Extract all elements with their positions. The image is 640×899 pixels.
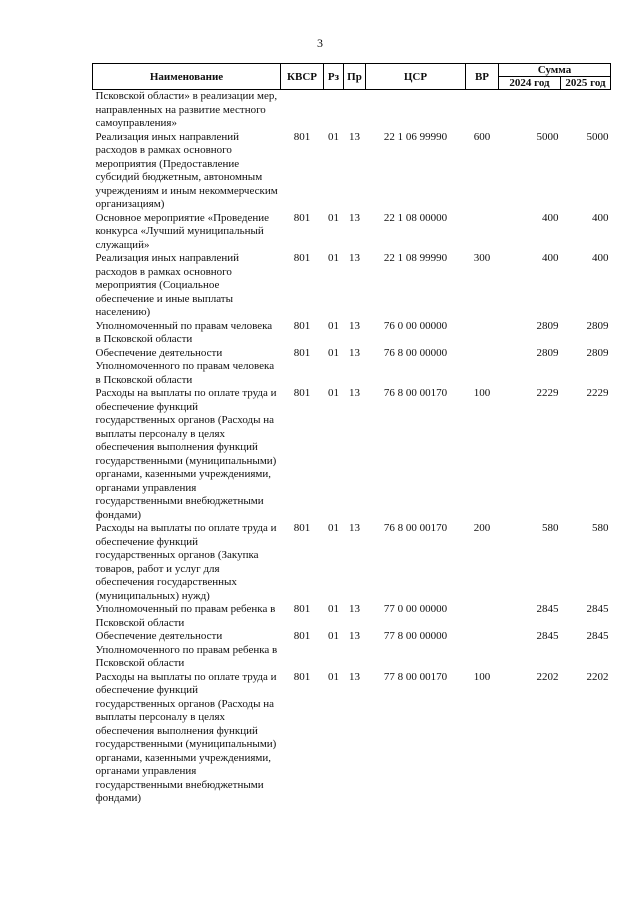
table-row xyxy=(93,320,611,347)
row-rz-cell: 01 xyxy=(328,387,339,399)
row-name-cell: Обеспечение деятельности Уполномоченного по правам человека в Псковской области xyxy=(95,346,275,386)
row-pr-cell: 13 xyxy=(349,130,360,143)
header-pr: Пр xyxy=(344,64,366,90)
row-vr-cell: 100 xyxy=(473,387,491,399)
row-name-cell: Уполномоченный по правам человека в Псковской области xyxy=(95,319,273,345)
row-pr-cell: 13 xyxy=(349,252,360,264)
row-pr-cell: 13 xyxy=(349,670,360,683)
row-rz-cell: 01 xyxy=(328,319,339,332)
row-sum-2025-cell: 2809 xyxy=(586,346,609,359)
table-row xyxy=(93,131,611,212)
header-rz: Рз xyxy=(324,64,344,90)
row-pr-cell: 13 xyxy=(349,603,360,615)
table-row xyxy=(93,630,611,671)
row-kvsr-cell: 801 xyxy=(293,252,311,264)
row-pr-cell xyxy=(344,90,366,131)
row-sum-2024-cell: 400 xyxy=(542,211,559,224)
row-kvsr-cell: 801 xyxy=(293,670,311,683)
row-sum-2024-cell xyxy=(499,90,561,131)
row-vr-cell: 100 xyxy=(473,670,491,683)
row-name-cell: Реализация иных направлений расходов в рамках основного мероприятия (Предоставление субсидий бюджетным, автономным учреждениям и иным некоммерческим организациям) xyxy=(95,130,278,210)
row-sum-2024-cell: 2845 xyxy=(536,603,559,615)
header-kvsr: КВСР xyxy=(281,64,324,90)
row-kvsr-cell: 801 xyxy=(293,387,311,399)
header-sum: Сумма xyxy=(499,64,611,77)
row-name-cell: Реализация иных направлений расходов в рамках основного мероприятия (Социальное обеспечение и иные выплаты населению) xyxy=(95,252,240,318)
row-csr-cell: 22 1 08 00000 xyxy=(383,211,448,224)
table-row xyxy=(93,671,611,806)
row-pr-cell: 13 xyxy=(349,211,360,224)
row-csr-cell: 77 0 00 00000 xyxy=(383,603,448,615)
row-sum-2024-cell: 2809 xyxy=(536,319,559,332)
row-kvsr-cell: 801 xyxy=(293,603,311,615)
table-header xyxy=(93,64,611,90)
row-name-cell: Уполномоченный по правам ребенка в Псковской области xyxy=(95,603,276,629)
row-rz-cell: 01 xyxy=(328,211,339,224)
row-vr-cell xyxy=(466,320,499,347)
row-name-cell: Расходы на выплаты по оплате труда и обеспечение функций государственных органов (Закупка товаров, работ и услуг для обеспечения государственных (муниципальных) нужд) xyxy=(95,522,277,602)
row-sum-2025-cell xyxy=(561,90,611,131)
row-csr-cell: 77 8 00 00170 xyxy=(383,670,448,683)
row-rz-cell: 01 xyxy=(328,252,339,264)
row-vr-cell xyxy=(466,347,499,388)
row-kvsr-cell xyxy=(281,90,324,131)
row-sum-2024-cell: 2202 xyxy=(536,670,559,683)
row-name-cell: Расходы на выплаты по оплате труда и обеспечение функций государственных органов (Расходы на выплаты персоналу в целях обеспечения выполнения функций государственными (муниципальными) органами, казенными учреждениями, органами управления государственными внебюджетными фондами) xyxy=(95,387,277,521)
budget-table-container xyxy=(92,63,610,806)
row-csr-cell: 22 1 08 99990 xyxy=(383,252,448,264)
row-rz-cell: 01 xyxy=(328,346,339,359)
row-kvsr-cell: 801 xyxy=(293,522,311,534)
row-pr-cell: 13 xyxy=(349,319,360,332)
row-csr-cell: 22 1 06 99990 xyxy=(383,130,448,143)
row-sum-2025-cell: 2845 xyxy=(586,630,609,642)
header-csr: ЦСР xyxy=(366,64,466,90)
row-sum-2025-cell: 2845 xyxy=(586,603,609,615)
row-vr-cell xyxy=(466,212,499,253)
row-kvsr-cell: 801 xyxy=(293,130,311,143)
row-pr-cell: 13 xyxy=(349,387,360,399)
row-sum-2025-cell: 580 xyxy=(592,522,609,534)
header-year-2025: 2025 год xyxy=(561,77,611,90)
table-row xyxy=(93,522,611,603)
row-csr-cell: 76 8 00 00170 xyxy=(383,387,448,399)
row-sum-2024-cell: 5000 xyxy=(536,130,559,143)
row-kvsr-cell: 801 xyxy=(293,630,311,642)
row-csr-cell xyxy=(366,90,466,131)
row-sum-2025-cell: 400 xyxy=(592,211,609,224)
row-vr-cell xyxy=(466,90,499,131)
row-kvsr-cell: 801 xyxy=(293,346,311,359)
row-csr-cell: 76 0 00 00000 xyxy=(383,319,448,332)
row-vr-cell: 300 xyxy=(473,252,491,264)
row-sum-2024-cell: 400 xyxy=(542,252,559,264)
row-rz-cell: 01 xyxy=(328,670,339,683)
row-name-cell: Обеспечение деятельности Уполномоченного по правам ребенка в Псковской области xyxy=(95,630,278,669)
row-vr-cell xyxy=(466,603,499,630)
row-rz-cell: 01 xyxy=(328,522,339,534)
row-vr-cell: 600 xyxy=(473,130,491,143)
page-number: 3 xyxy=(317,36,323,50)
row-kvsr-cell: 801 xyxy=(293,319,311,332)
row-rz-cell: 01 xyxy=(328,603,339,615)
header-name: Наименование xyxy=(93,64,281,90)
row-name-cell: Расходы на выплаты по оплате труда и обеспечение функций государственных органов (Расходы на выплаты персоналу в целях обеспечения выполнения функций государственными (муниципальными) органами, казенными учреждениями, органами управления государственными внебюджетными фондами) xyxy=(95,670,277,804)
row-kvsr-cell: 801 xyxy=(293,211,311,224)
table-row xyxy=(93,387,611,522)
row-rz-cell: 01 xyxy=(328,630,339,642)
header-vr: ВР xyxy=(466,64,499,90)
table-row xyxy=(93,90,611,131)
row-sum-2024-cell: 2229 xyxy=(536,387,559,399)
row-sum-2025-cell: 5000 xyxy=(586,130,609,143)
row-pr-cell: 13 xyxy=(349,630,360,642)
budget-table xyxy=(92,63,611,806)
row-vr-cell xyxy=(466,630,499,671)
row-vr-cell: 200 xyxy=(473,522,491,534)
row-sum-2025-cell: 2202 xyxy=(586,670,609,683)
row-rz-cell xyxy=(324,90,344,131)
row-sum-2025-cell: 2809 xyxy=(586,319,609,332)
row-pr-cell: 13 xyxy=(349,346,360,359)
row-name-cell: Псковской области» в реализации мер, направленных на развитие местного самоуправления» xyxy=(95,90,278,129)
row-name-cell: Основное мероприятие «Проведение конкурса «Лучший муниципальный служащий» xyxy=(95,211,270,251)
table-row xyxy=(93,603,611,630)
row-pr-cell: 13 xyxy=(349,522,360,534)
row-sum-2024-cell: 2809 xyxy=(536,346,559,359)
row-sum-2024-cell: 580 xyxy=(542,522,559,534)
header-year-2024: 2024 год xyxy=(499,77,561,90)
row-sum-2025-cell: 400 xyxy=(592,252,609,264)
table-body xyxy=(93,90,611,806)
table-row xyxy=(93,212,611,253)
row-sum-2025-cell: 2229 xyxy=(586,387,609,399)
row-sum-2024-cell: 2845 xyxy=(536,630,559,642)
table-row xyxy=(93,252,611,320)
row-csr-cell: 76 8 00 00170 xyxy=(383,522,448,534)
table-row xyxy=(93,347,611,388)
row-csr-cell: 77 8 00 00000 xyxy=(383,630,448,642)
row-csr-cell: 76 8 00 00000 xyxy=(383,346,448,359)
row-rz-cell: 01 xyxy=(328,130,339,143)
